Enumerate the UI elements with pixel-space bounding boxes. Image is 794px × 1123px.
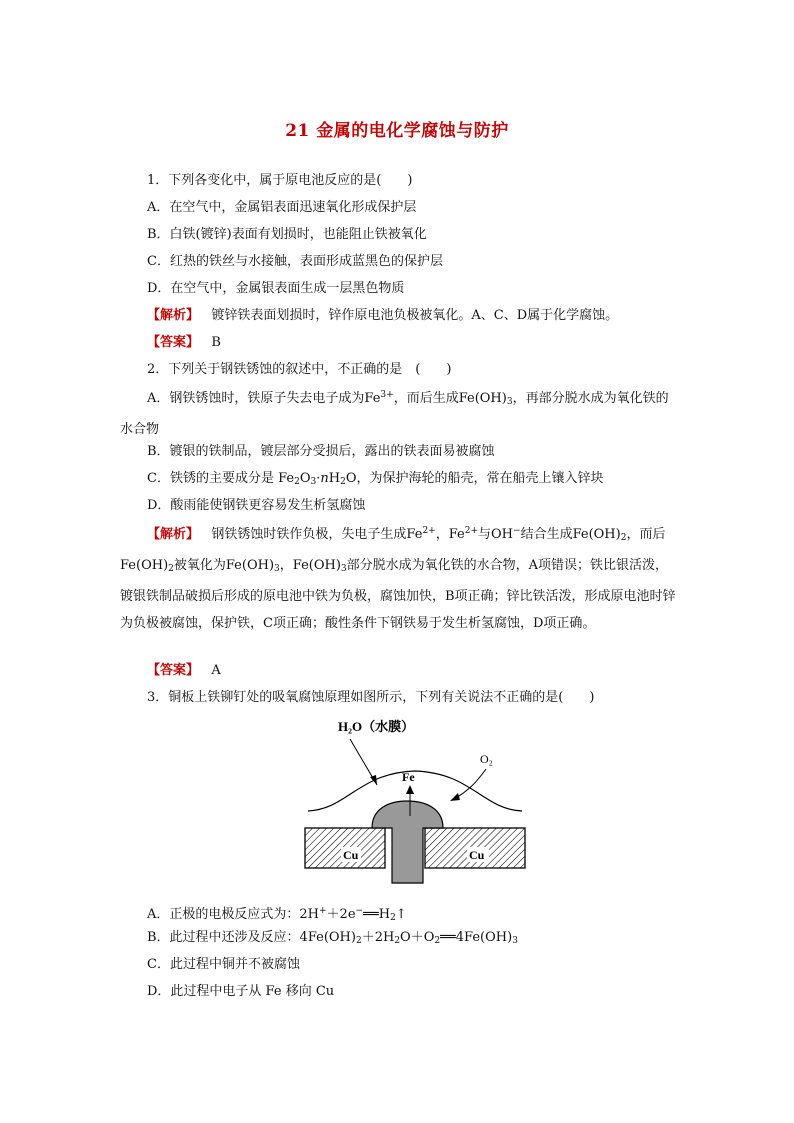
q2-answer-value: A (211, 663, 221, 678)
q2-an-text1: 钢铁锈蚀时铁作负极，失电子生成Fe (211, 527, 423, 542)
q2-option-c (147, 470, 604, 491)
q2-a-text3: ，再部分脱水成为氧化铁的水合物 (120, 391, 669, 437)
q3-stem: 3．铜板上铁铆钉处的吸氧腐蚀原理如图所示，下列有关说法不正确的是( ) (147, 690, 595, 705)
analysis-tag: 【解析】 (147, 527, 200, 542)
cu-left-label: Cu (343, 848, 359, 862)
q2-a-sup: 3+ (380, 390, 394, 400)
q2-an-text3: 与OH (478, 527, 514, 542)
q2-an-text2: ，Fe (435, 527, 465, 542)
q2-c-text2: O (299, 471, 311, 486)
q2-stem: 2．下列关于钢铁锈蚀的叙述中，不正确的是 ( ) (147, 362, 452, 377)
q2-option-a (120, 382, 680, 443)
q3-b-sub3: 2 (434, 936, 441, 946)
q2-answer (147, 662, 221, 680)
q3-b-text2: ＋2H (361, 930, 395, 945)
q3-b-text4: ══4Fe(OH) (440, 930, 513, 945)
q3-a-text3: ══H (363, 907, 391, 922)
q2-an-text6: 被氧化为Fe(OH) (173, 558, 275, 573)
q1-analysis-text: 镀锌铁表面划损时，锌作原电池负极被氧化。A、C、D属于化学腐蚀。 (211, 308, 619, 323)
q2-a-text2: ，而后生成Fe(OH) (393, 391, 507, 406)
q2-an-text5: ，而后Fe(OH) (120, 527, 666, 573)
q3-option-c: C．此过程中铜并不被腐蚀 (147, 957, 300, 972)
q3-a-text1: A．正极的电极反应式为：2H (147, 907, 319, 922)
page-title: 21 金属的电化学腐蚀与防护 (285, 121, 509, 141)
q3-option-d: D．此过程中电子从 Fe 移向 Cu (147, 984, 335, 999)
q2-c-dot: · (316, 471, 321, 486)
q1-option-c: C．红热的铁丝与水接触，表面形成蓝黑色的保护层 (147, 254, 443, 269)
q1-answer-value: B (211, 335, 221, 350)
q2-an-text8: 部分脱水成为氧化铁的水合物，A项错误；铁比银活泼，镀银铁制品破损后形成的原电池中铁为负极，腐蚀加快，B项正确；锌比铁活泼，形成原电池时锌为负极被腐蚀，保护铁，C项正确；酸性条件下钢铁易于发生析氢腐蚀，D项正确。 (120, 558, 676, 631)
q2-an-text4: 结合生成Fe(OH) (520, 527, 621, 542)
q1-stem: 1．下列各变化中，属于原电池反应的是( ) (147, 173, 413, 188)
q1-option-b: B．白铁(镀锌)表面有划损时，也能阻止铁被氧化 (147, 227, 427, 242)
q3-option-a (147, 902, 407, 927)
q2-an-text7: ，Fe(OH) (279, 558, 341, 573)
q2-option-b: B．镀银的铁制品，镀层部分受损后，露出的铁表面易被腐蚀 (147, 444, 495, 459)
q3-a-sub: 2 (390, 913, 396, 923)
q2-c-sub3: 2 (340, 477, 346, 487)
q1-analysis (147, 307, 618, 325)
q2-an-sup3: − (513, 526, 521, 536)
q2-an-sub1: 2 (620, 533, 627, 543)
q2-an-sub2: 2 (168, 564, 174, 574)
o2-label: O₂ (480, 752, 493, 766)
q2-c-text5: O，为保护海轮的船壳，常在船壳上镶入锌块 (345, 471, 604, 486)
q3-a-sup1: + (319, 906, 327, 916)
q3-a-text2: ＋2e (326, 907, 356, 922)
q2-a-text1: A．钢铁锈蚀时，铁原子失去电子成为Fe (147, 391, 381, 406)
q2-an-sup1: 2+ (422, 526, 436, 536)
q2-c-text1: C．铁锈的主要成分是 Fe (147, 471, 295, 486)
q3-a-text4: ↑ (395, 907, 407, 922)
q2-c-sub1: 2 (294, 477, 300, 487)
water-label: H₂O（水膜） (338, 719, 415, 734)
q2-an-sup2: 2+ (464, 526, 479, 536)
q3-a-sup2: − (355, 906, 364, 916)
q3-b-text1: B．此过程中还涉及反应：4Fe(OH) (147, 930, 356, 945)
answer-tag: 【答案】 (147, 663, 200, 678)
q2-an-sub4: 3 (340, 564, 347, 574)
q2-analysis (120, 518, 680, 637)
analysis-tag: 【解析】 (147, 308, 200, 323)
q3-b-sub4: 3 (512, 936, 518, 946)
q1-option-d: D．在空气中，金属银表面生成一层黑色物质 (147, 281, 405, 296)
fe-label: Fe (402, 770, 415, 784)
q3-option-b (147, 929, 518, 950)
q1-option-a: A．在空气中，金属铝表面迅速氧化形成保护层 (147, 200, 417, 215)
q1-answer (147, 334, 221, 352)
rivet-corrosion-figure (300, 713, 530, 886)
q2-option-d: D．酸雨能使钢铁更容易发生析氢腐蚀 (147, 498, 366, 513)
cu-right-label: Cu (469, 848, 485, 862)
q2-c-n: n (320, 471, 329, 486)
q3-b-sub1: 2 (355, 936, 362, 946)
q2-an-sub3: 3 (274, 564, 280, 574)
q2-a-sub: 3 (506, 397, 513, 407)
q3-b-text3: O＋O (400, 930, 435, 945)
q3-b-sub2: 2 (394, 936, 401, 946)
answer-tag: 【答案】 (147, 335, 200, 350)
q2-c-text4: H (328, 471, 341, 486)
q2-c-sub2: 3 (310, 477, 317, 487)
